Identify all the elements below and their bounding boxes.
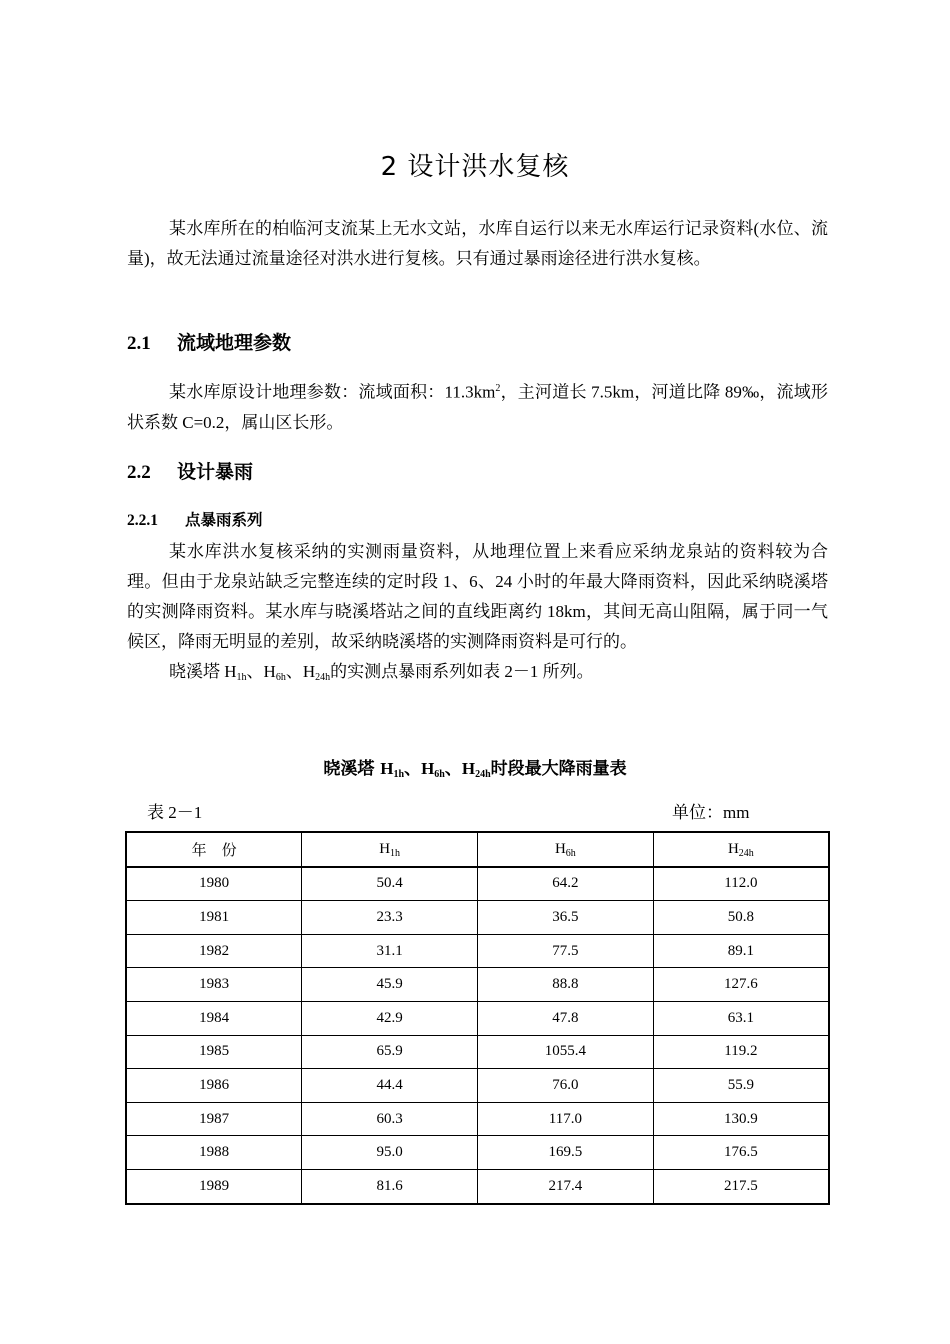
table-title: 晓溪塔 $H_{1h}$、$H_{6h}$、$H_{24h}$时段最大降雨量表: [323, 759, 627, 780]
rainfall-table: [125, 831, 830, 1205]
section-heading-2-2-1: [127, 508, 263, 530]
cell-h6h: 47.8: [478, 1001, 654, 1035]
section-heading-2-1: [127, 328, 291, 355]
cell-h24h: 119.2: [653, 1035, 829, 1069]
section-number: 2.1: [127, 333, 151, 354]
cell-h24h: 217.5: [653, 1169, 829, 1203]
intro-text: 某水库所在的柏临河支流某上无水文站，水库自运行以来无水库运行记录资料(水位、流量)，故无法通过流量途径对洪水进行复核。只有通过暴雨途径进行洪水复核。: [127, 219, 828, 268]
table-unit: 单位：mm: [672, 803, 750, 822]
cell-year: 1982: [126, 934, 302, 968]
section-title: 设计暴雨: [177, 461, 254, 483]
table-row: [126, 968, 829, 1002]
section-number: 2.2: [127, 462, 151, 483]
cell-h24h: 112.0: [653, 867, 829, 901]
cell-h1h: 65.9: [302, 1035, 478, 1069]
table-row: [126, 934, 829, 968]
cell-h24h: 130.9: [653, 1102, 829, 1136]
cell-h1h: 50.4: [302, 867, 478, 901]
table-row: [126, 1169, 829, 1203]
header-h24h: $H_{24h}$: [653, 832, 829, 867]
cell-year: 1981: [126, 901, 302, 935]
intro-paragraph: [127, 214, 828, 274]
cell-h1h: 60.3: [302, 1102, 478, 1136]
cell-h6h: 169.5: [478, 1136, 654, 1170]
table-reference-text: 晓溪塔 $H_{1h}$、$H_{6h}$、$H_{24h}$的实测点暴雨系列如表 2－1 所列。: [169, 662, 594, 683]
cell-year: 1988: [126, 1136, 302, 1170]
table-row: [126, 1069, 829, 1103]
cell-h1h: 23.3: [302, 901, 478, 935]
header-year: 年 份: [126, 832, 302, 867]
cell-year: 1983: [126, 968, 302, 1002]
section-number: 2.2.1: [127, 512, 158, 529]
cell-year: 1986: [126, 1069, 302, 1103]
cell-h6h: 88.8: [478, 968, 654, 1002]
table-header-row: [126, 832, 829, 867]
rainfall-data-text: 某水库洪水复核采纳的实测雨量资料，从地理位置上来看应采纳龙泉站的资料较为合理。但由于龙泉站缺乏完整连续的定时段 1、6、24 小时的年最大降雨资料，因此采纳晓溪塔的实测降雨资料。某水库与晓溪塔站之间的直线距离约 18km，其间无高山阻隔，属于同一气候区，降雨无明显的差别，故采纳晓溪塔的实测降雨资料是可行的。: [127, 542, 828, 651]
cell-year: 1989: [126, 1169, 302, 1203]
cell-year: 1980: [126, 867, 302, 901]
rainfall-data-paragraph: [127, 537, 828, 687]
table-row: [126, 1001, 829, 1035]
table-row: [126, 901, 829, 935]
section-title: 流域地理参数: [177, 332, 292, 354]
header-h1h: $H_{1h}$: [302, 832, 478, 867]
cell-h24h: 63.1: [653, 1001, 829, 1035]
cell-h24h: 127.6: [653, 968, 829, 1002]
area-superscript: 2: [495, 383, 501, 394]
cell-year: 1987: [126, 1102, 302, 1136]
cell-h6h: 217.4: [478, 1169, 654, 1203]
cell-h6h: 1055.4: [478, 1035, 654, 1069]
geo-params-text-a: 某水库原设计地理参数：流域面积：11.3km: [169, 382, 496, 402]
geo-params-text-b: ，主河道长 7.5km，河道比降 89‰，流域形状系数 C=0.2，属山区长形。: [127, 382, 828, 432]
cell-h1h: 44.4: [302, 1069, 478, 1103]
cell-h6h: 117.0: [478, 1102, 654, 1136]
cell-h24h: 50.8: [653, 901, 829, 935]
cell-h6h: 36.5: [478, 901, 654, 935]
cell-h1h: 31.1: [302, 934, 478, 968]
cell-h24h: 176.5: [653, 1136, 829, 1170]
cell-h1h: 81.6: [302, 1169, 478, 1203]
table-row: [126, 1035, 829, 1069]
cell-h6h: 77.5: [478, 934, 654, 968]
cell-year: 1984: [126, 1001, 302, 1035]
table-row: [126, 1102, 829, 1136]
cell-h6h: 76.0: [478, 1069, 654, 1103]
table-row: [126, 1136, 829, 1170]
table-row: [126, 867, 829, 901]
cell-year: 1985: [126, 1035, 302, 1069]
cell-h6h: 64.2: [478, 867, 654, 901]
section-heading-2-2: [127, 457, 253, 484]
cell-h1h: 95.0: [302, 1136, 478, 1170]
section-title: 点暴雨系列: [185, 511, 263, 529]
cell-h24h: 55.9: [653, 1069, 829, 1103]
table-number: 表 2－1: [147, 803, 203, 822]
cell-h1h: 45.9: [302, 968, 478, 1002]
chapter-title: 2 设计洪水复核: [380, 152, 570, 182]
header-h6h: $H_{6h}$: [478, 832, 654, 867]
cell-h1h: 42.9: [302, 1001, 478, 1035]
cell-h24h: 89.1: [653, 934, 829, 968]
geo-params-paragraph: [127, 374, 828, 438]
